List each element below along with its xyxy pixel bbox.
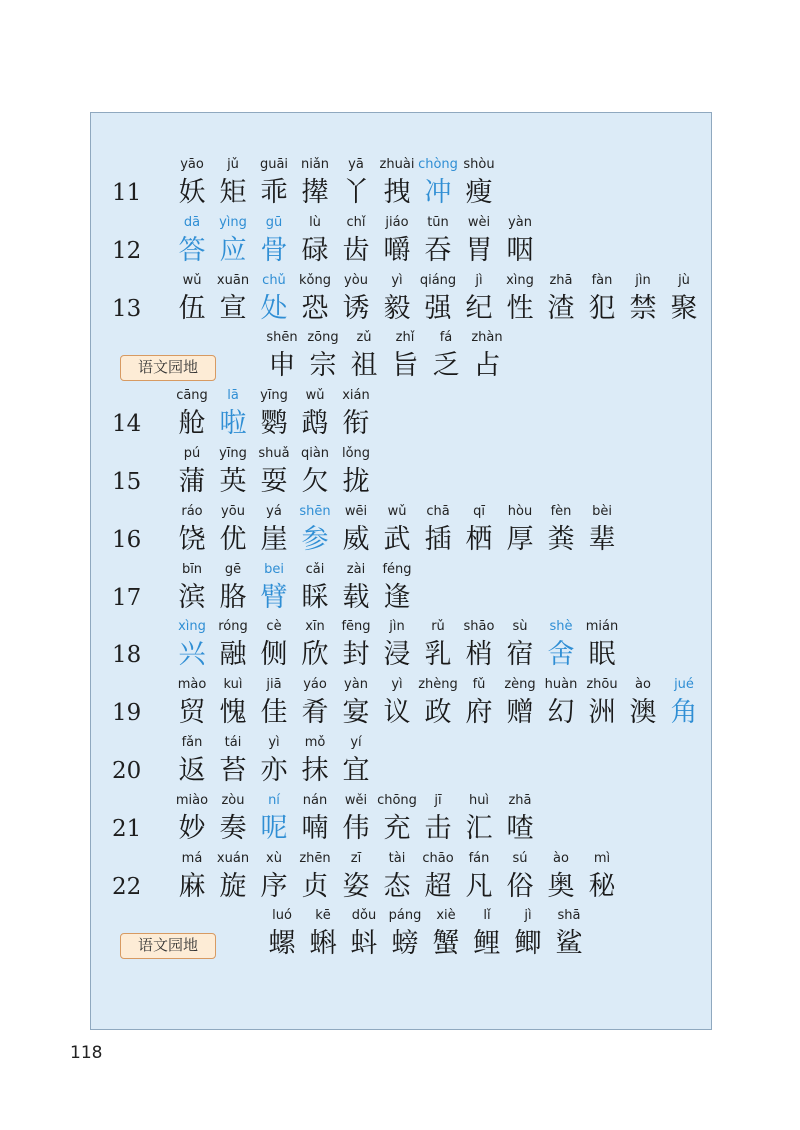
hanzi: 禁 <box>629 292 657 324</box>
pinyin: yì <box>268 735 280 750</box>
pinyin: cè <box>266 619 282 635</box>
hanzi: 骨 <box>260 234 288 266</box>
pinyin: yōu <box>221 503 245 519</box>
pinyin: kuì <box>223 677 243 693</box>
hanzi: 旋 <box>219 870 247 902</box>
hanzi: 载 <box>342 581 370 613</box>
pinyin: zhā <box>549 272 573 288</box>
hanzi: 俗 <box>506 870 534 902</box>
section-row-yuwen-yuandi <box>0 329 800 387</box>
pinyin: wèi <box>467 214 491 230</box>
pinyin: wǔ <box>387 503 407 519</box>
hanzi: 强 <box>424 292 452 324</box>
character-item <box>495 792 545 848</box>
pinyin: mào <box>177 677 207 693</box>
hanzi: 咽 <box>506 234 534 266</box>
pinyin: shēn <box>299 503 331 519</box>
hanzi: 毅 <box>383 292 411 324</box>
hanzi: 蝌 <box>309 928 337 960</box>
hanzi: 胃 <box>465 234 493 266</box>
hanzi: 滨 <box>178 581 206 613</box>
pinyin: shēn <box>266 330 298 346</box>
hanzi: 抹 <box>301 755 329 786</box>
character-item <box>577 618 627 674</box>
pinyin: zhēn <box>299 850 331 866</box>
hanzi: 纪 <box>465 292 493 324</box>
pinyin: kǒng <box>299 272 331 288</box>
pinyin: jì <box>475 272 483 288</box>
pinyin: fá <box>439 330 453 346</box>
pinyin: yàn <box>508 214 532 230</box>
hanzi: 武 <box>383 523 411 555</box>
character-item <box>659 272 709 328</box>
hanzi: 贸 <box>178 697 206 729</box>
hanzi: 渣 <box>547 292 575 324</box>
pinyin: huàn <box>544 677 578 693</box>
pinyin: gū <box>265 214 283 230</box>
hanzi: 返 <box>178 755 206 786</box>
pinyin: má <box>181 850 203 866</box>
hanzi: 齿 <box>342 234 370 266</box>
lesson-row-21 <box>0 792 800 850</box>
pinyin: xù <box>266 850 282 866</box>
pinyin: wǔ <box>305 388 325 404</box>
hanzi: 侧 <box>260 639 288 671</box>
character-item <box>331 387 381 443</box>
pinyin: xīn <box>305 619 325 635</box>
pinyin: yā <box>348 157 364 172</box>
pinyin: yáo <box>303 677 327 693</box>
pinyin: mì <box>593 850 611 866</box>
pinyin: róng <box>218 619 248 635</box>
pinyin: lǒng <box>341 446 371 461</box>
pinyin: zòu <box>221 792 245 808</box>
lesson-number: 16 <box>112 526 142 553</box>
pinyin: qī <box>473 503 485 519</box>
lesson-number: 15 <box>112 469 142 495</box>
pinyin: shāo <box>463 619 495 635</box>
section-badge: 语文园地 <box>120 355 216 381</box>
hanzi: 臂 <box>260 581 288 613</box>
hanzi: 超 <box>424 870 452 902</box>
hanzi: 欠 <box>301 466 329 497</box>
pinyin: féng <box>382 561 412 577</box>
hanzi: 宴 <box>342 697 370 729</box>
hanzi: 肴 <box>301 697 329 729</box>
hanzi: 奥 <box>547 870 575 902</box>
hanzi: 兴 <box>178 639 206 671</box>
pinyin: shòu <box>463 157 495 172</box>
pinyin: ào <box>553 850 569 866</box>
hanzi: 祖 <box>350 350 378 382</box>
pinyin: yīng <box>219 446 247 461</box>
pinyin: wǔ <box>182 272 202 288</box>
pinyin: yí <box>350 735 362 750</box>
character-item <box>331 734 381 790</box>
lesson-row-16 <box>0 503 800 561</box>
pinyin: chǔ <box>262 272 286 288</box>
hanzi: 亦 <box>260 755 288 786</box>
hanzi: 崖 <box>260 523 288 555</box>
pinyin: gē <box>224 561 242 577</box>
hanzi: 欣 <box>301 639 329 671</box>
lesson-number: 22 <box>112 873 142 900</box>
hanzi: 浸 <box>383 639 411 671</box>
pinyin: dā <box>183 214 201 230</box>
pinyin: xián <box>342 388 370 404</box>
hanzi: 澳 <box>629 697 657 729</box>
hanzi: 性 <box>506 292 534 324</box>
hanzi: 伍 <box>178 292 206 324</box>
lesson-number: 11 <box>112 180 142 206</box>
hanzi: 苔 <box>219 755 247 786</box>
hanzi: 舍 <box>547 639 575 671</box>
lesson-row-12 <box>0 214 800 272</box>
lesson-row-19 <box>0 676 800 734</box>
hanzi: 府 <box>465 697 493 729</box>
pinyin: fēng <box>341 619 371 635</box>
pinyin: zài <box>346 561 366 577</box>
pinyin: qiáng <box>419 272 457 288</box>
lesson-row-18 <box>0 618 800 676</box>
hanzi: 眠 <box>588 639 616 671</box>
pinyin: fán <box>468 850 490 866</box>
pinyin: zǔ <box>356 330 372 346</box>
hanzi: 宿 <box>506 639 534 671</box>
pinyin: tái <box>224 735 242 750</box>
pinyin: ào <box>635 677 651 693</box>
pinyin: fǔ <box>472 677 486 693</box>
character-item <box>577 503 627 559</box>
hanzi: 优 <box>219 523 247 555</box>
hanzi: 辈 <box>588 523 616 555</box>
hanzi: 撵 <box>301 177 329 208</box>
section-row-yuwen-yuandi <box>0 907 800 965</box>
pinyin: yāo <box>180 157 204 172</box>
hanzi: 乳 <box>424 639 452 671</box>
pinyin: fàn <box>591 272 613 288</box>
pinyin: bīn <box>181 561 203 577</box>
hanzi: 耍 <box>260 466 288 497</box>
hanzi: 洲 <box>588 697 616 729</box>
pinyin: shā <box>557 908 581 924</box>
pinyin: sù <box>512 619 528 635</box>
hanzi: 诱 <box>342 292 370 324</box>
pinyin: ráo <box>181 503 203 519</box>
pinyin: yìng <box>219 214 247 230</box>
lesson-row-22 <box>0 850 800 908</box>
pinyin: yì <box>391 677 403 693</box>
pinyin: cāng <box>176 388 208 404</box>
hanzi: 英 <box>219 466 247 497</box>
character-item <box>372 561 422 617</box>
pinyin: yīng <box>260 388 288 404</box>
hanzi: 乏 <box>432 350 460 382</box>
pinyin: guāi <box>259 157 289 172</box>
pinyin: jiā <box>266 677 282 693</box>
hanzi: 姿 <box>342 870 370 902</box>
pinyin: qiàn <box>300 446 330 461</box>
hanzi: 妙 <box>178 812 206 844</box>
pinyin: xuān <box>216 272 250 288</box>
pinyin: yòu <box>344 272 368 288</box>
hanzi: 蚪 <box>350 928 378 960</box>
character-item <box>659 676 709 732</box>
pinyin: tūn <box>427 214 449 230</box>
pinyin: kē <box>315 908 331 924</box>
hanzi: 态 <box>383 870 411 902</box>
pinyin: nán <box>302 792 328 808</box>
hanzi: 击 <box>424 812 452 844</box>
hanzi: 凡 <box>465 870 493 902</box>
lesson-row-15 <box>0 445 800 503</box>
pinyin: zhuài <box>379 157 415 172</box>
hanzi: 逢 <box>383 581 411 613</box>
lesson-number: 12 <box>112 237 142 264</box>
hanzi: 充 <box>383 812 411 844</box>
hanzi: 封 <box>342 639 370 671</box>
pinyin: tài <box>388 850 406 866</box>
character-item <box>495 214 545 270</box>
hanzi: 占 <box>473 350 501 382</box>
hanzi: 融 <box>219 639 247 671</box>
hanzi: 答 <box>178 234 206 266</box>
hanzi: 鹉 <box>301 408 329 440</box>
hanzi: 嚼 <box>383 234 411 266</box>
hanzi: 威 <box>342 523 370 555</box>
pinyin: jué <box>674 677 694 693</box>
pinyin: jiáo <box>385 214 409 230</box>
pinyin: chāo <box>422 850 454 866</box>
pinyin: jìn <box>635 272 651 288</box>
pinyin: rǔ <box>431 619 445 635</box>
lesson-row-14 <box>0 387 800 445</box>
hanzi: 螃 <box>391 928 419 960</box>
pinyin: dǒu <box>351 908 377 924</box>
hanzi: 角 <box>670 697 698 729</box>
hanzi: 衔 <box>342 408 370 440</box>
pinyin: chōng <box>377 792 417 808</box>
hanzi: 应 <box>219 234 247 266</box>
pinyin: zèng <box>504 677 536 693</box>
hanzi: 妖 <box>178 177 206 208</box>
lesson-number: 13 <box>112 295 142 322</box>
pinyin: zhōu <box>586 677 618 693</box>
pinyin: jǔ <box>227 157 239 172</box>
page-number: 118 <box>70 1043 103 1063</box>
hanzi: 粪 <box>547 523 575 555</box>
pinyin: yì <box>391 272 403 288</box>
hanzi: 蟹 <box>432 928 460 960</box>
hanzi: 幻 <box>547 697 575 729</box>
lesson-number: 17 <box>112 584 142 611</box>
hanzi: 旨 <box>391 350 419 382</box>
character-item <box>454 156 504 212</box>
hanzi: 参 <box>301 523 329 555</box>
pinyin: shè <box>549 619 573 635</box>
hanzi: 鲫 <box>514 928 542 960</box>
pinyin: xuán <box>216 850 250 866</box>
pinyin: páng <box>388 908 422 924</box>
pinyin: lā <box>227 388 239 404</box>
lesson-number: 20 <box>112 758 142 784</box>
hanzi: 伟 <box>342 812 370 844</box>
hanzi: 恐 <box>301 292 329 324</box>
pinyin: mián <box>585 619 619 635</box>
hanzi: 鲨 <box>555 928 583 960</box>
pinyin: niǎn <box>300 157 330 172</box>
hanzi: 麻 <box>178 870 206 902</box>
pinyin: yàn <box>344 677 368 693</box>
pinyin: chǐ <box>346 214 366 230</box>
pinyin: zhàn <box>471 330 503 346</box>
pinyin: sú <box>512 850 528 866</box>
pinyin: bei <box>264 561 284 577</box>
hanzi: 处 <box>260 292 288 324</box>
pinyin: wēi <box>344 503 368 519</box>
hanzi: 汇 <box>465 812 493 844</box>
hanzi: 蒲 <box>178 466 206 497</box>
hanzi: 喳 <box>506 812 534 844</box>
hanzi: 瘦 <box>465 177 493 208</box>
lesson-row-13 <box>0 272 800 330</box>
hanzi: 胳 <box>219 581 247 613</box>
pinyin: miào <box>175 792 209 808</box>
hanzi: 政 <box>424 697 452 729</box>
lesson-row-11 <box>0 156 800 214</box>
pinyin: jìn <box>389 619 405 635</box>
hanzi: 丫 <box>342 177 370 208</box>
hanzi: 喃 <box>301 812 329 844</box>
lesson-row-20 <box>0 734 800 792</box>
hanzi: 犯 <box>588 292 616 324</box>
pinyin: ní <box>268 792 280 808</box>
hanzi: 睬 <box>301 581 329 613</box>
hanzi: 拽 <box>383 177 411 208</box>
hanzi: 贞 <box>301 870 329 902</box>
pinyin: lù <box>309 214 321 230</box>
hanzi: 宜 <box>342 755 370 786</box>
character-item <box>544 907 594 963</box>
pinyin: fǎn <box>181 735 203 750</box>
hanzi: 宗 <box>309 350 337 382</box>
hanzi: 议 <box>383 697 411 729</box>
hanzi: 聚 <box>670 292 698 324</box>
pinyin: mǒ <box>304 735 326 750</box>
pinyin: xìng <box>506 272 534 288</box>
character-item <box>462 329 512 385</box>
lesson-number: 21 <box>112 815 142 842</box>
pinyin: luó <box>272 908 292 924</box>
lesson-row-17 <box>0 561 800 619</box>
hanzi: 拢 <box>342 466 370 497</box>
hanzi: 鲤 <box>473 928 501 960</box>
section-badge: 语文园地 <box>120 933 216 959</box>
hanzi: 赠 <box>506 697 534 729</box>
lesson-number: 19 <box>112 700 142 727</box>
hanzi: 啦 <box>219 408 247 440</box>
hanzi: 申 <box>268 350 296 382</box>
character-item <box>577 850 627 906</box>
pinyin: pú <box>183 446 201 461</box>
pinyin: chòng <box>418 157 458 172</box>
pinyin: shuǎ <box>258 446 290 461</box>
hanzi: 栖 <box>465 523 493 555</box>
pinyin: zī <box>350 850 362 866</box>
hanzi: 佳 <box>260 697 288 729</box>
pinyin: bèi <box>592 503 612 519</box>
hanzi: 厚 <box>506 523 534 555</box>
pinyin: cǎi <box>305 561 325 577</box>
pinyin: fèn <box>550 503 572 519</box>
character-item <box>331 445 381 501</box>
hanzi: 舱 <box>178 408 206 440</box>
pinyin: lǐ <box>483 908 491 924</box>
hanzi: 呢 <box>260 812 288 844</box>
hanzi: 梢 <box>465 639 493 671</box>
lesson-number: 18 <box>112 642 142 669</box>
pinyin: xìng <box>178 619 206 635</box>
pinyin: hòu <box>507 503 533 519</box>
hanzi: 序 <box>260 870 288 902</box>
lesson-number: 14 <box>112 411 142 438</box>
hanzi: 螺 <box>268 928 296 960</box>
hanzi: 秘 <box>588 870 616 902</box>
pinyin: chā <box>426 503 450 519</box>
pinyin: huì <box>468 792 490 808</box>
hanzi: 吞 <box>424 234 452 266</box>
hanzi: 插 <box>424 523 452 555</box>
hanzi: 矩 <box>219 177 247 208</box>
pinyin: zhèng <box>418 677 458 693</box>
pinyin: zōng <box>307 330 339 346</box>
pinyin: zhā <box>508 792 532 808</box>
pinyin: wěi <box>344 792 368 808</box>
hanzi: 饶 <box>178 523 206 555</box>
hanzi: 鹦 <box>260 408 288 440</box>
hanzi: 冲 <box>424 177 452 208</box>
pinyin: zhǐ <box>395 330 415 346</box>
pinyin: xiè <box>436 908 456 924</box>
pinyin: yá <box>266 503 282 519</box>
pinyin: jī <box>434 792 442 808</box>
hanzi: 乖 <box>260 177 288 208</box>
hanzi: 奏 <box>219 812 247 844</box>
pinyin: jì <box>524 908 532 924</box>
hanzi: 愧 <box>219 697 247 729</box>
hanzi: 碌 <box>301 234 329 266</box>
hanzi: 宣 <box>219 292 247 324</box>
pinyin: jù <box>678 272 690 288</box>
